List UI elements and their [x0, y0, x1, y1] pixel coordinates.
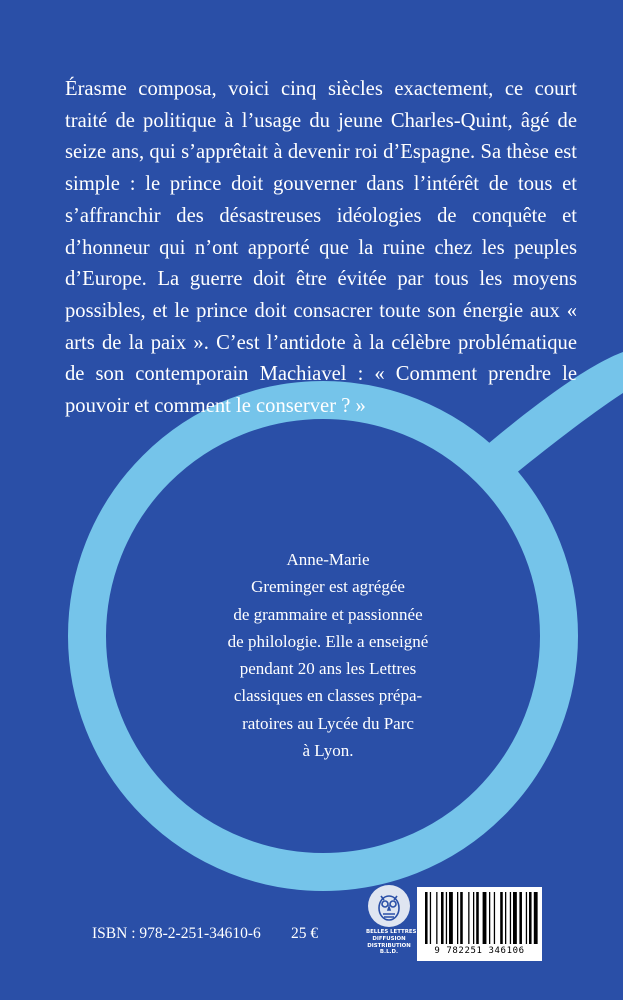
bio-line: Anne-Marie	[286, 550, 370, 569]
author-bio	[215, 546, 441, 764]
bio-line: de philologie. Elle a enseigné	[227, 631, 429, 651]
bio-line: classiques en classes prépa-	[233, 686, 423, 706]
price-label: 25 €	[291, 925, 319, 942]
publisher-line: B.L.D.	[379, 949, 399, 956]
bio-line: Greminger est agrégée	[251, 577, 405, 597]
bio-line: à Lyon.	[302, 741, 354, 761]
publisher-line: DISTRIBUTION	[367, 942, 411, 949]
bio-line: pendant 20 ans les Lettres	[239, 659, 417, 679]
publisher-mark	[366, 885, 417, 963]
bio-line: de grammaire et passionnée	[233, 604, 423, 624]
publisher-line: BELLES LETTRES	[366, 929, 417, 935]
barcode-bars	[417, 887, 542, 949]
back-cover-blurb: Érasme composa, voici cinq siècles exactement, ce court traité de politique à l’usage du jeune Charles-Quint, âgé de seize ans, qui s’apprêtait à devenir roi d’Espagne. Sa thèse est simple : le prince doit gouverner dans l’intérêt de tous et s’affranchir des désastreuses idéologies de conquête et d’honneur qui n’ont apporté que la ruine chez les peuples d’Europe. La guerre doit être évitée par tous les moyens possibles, et le prince doit consacrer toute son énergie aux « arts de la paix ». C’est l’antidote à la célèbre problématique de son contemporain Machiavel : « Comment prendre le pouvoir et comment le conserver ? »	[65, 78, 577, 418]
isbn-label: ISBN : 978-2-251-34610-6	[92, 925, 261, 942]
barcode-digits: 9 782251 346106	[434, 946, 525, 956]
barcode	[417, 887, 542, 961]
publisher-line: DIFFUSION	[372, 935, 406, 942]
owl-logo-icon	[368, 885, 410, 927]
publisher-name	[366, 929, 417, 956]
bio-line: ratoires au Lycée du Parc	[242, 713, 414, 733]
